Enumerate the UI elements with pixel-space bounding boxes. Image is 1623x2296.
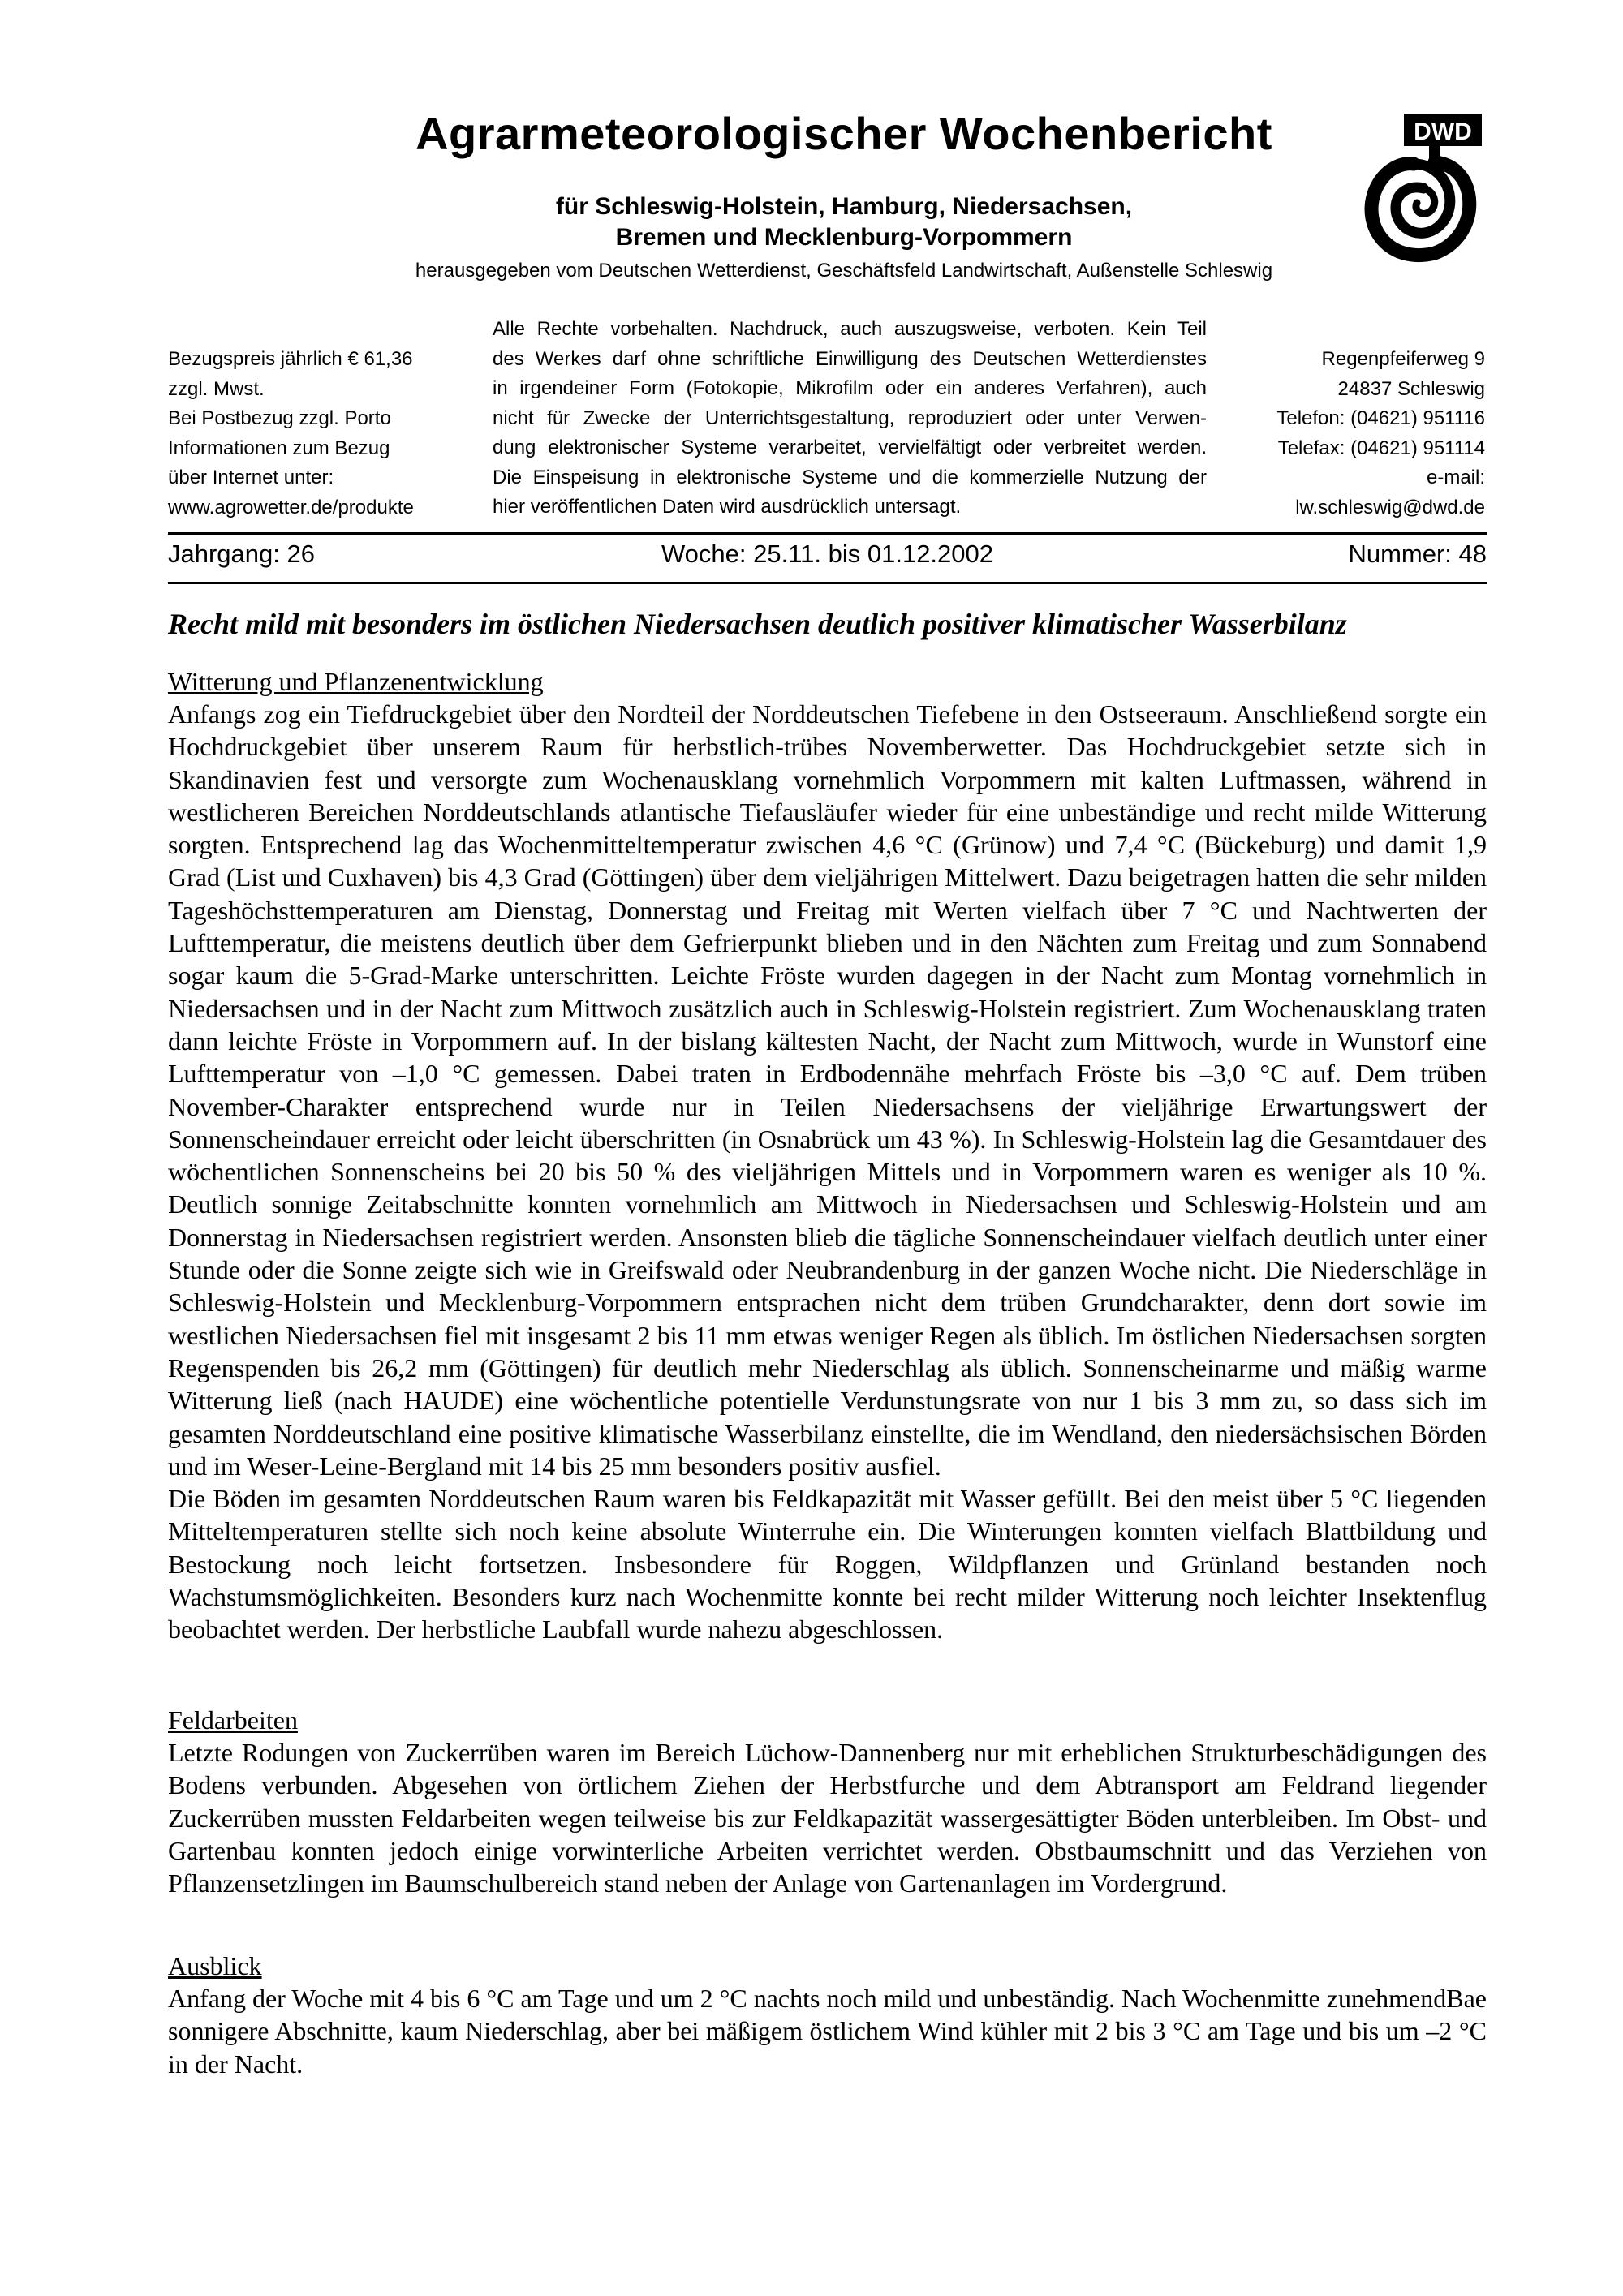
copyright-notice [493, 315, 1207, 522]
author-signature: Bae [1446, 1984, 1487, 2013]
issue-bar [168, 540, 1487, 577]
section-weather [168, 665, 1487, 1646]
copyright-line: Alle Rechte vorbehalten. Nachdruck, auch auszugsweise, verboten. Kein Teil [493, 318, 1207, 340]
email-link[interactable]: lw.schleswig@dwd.de [1295, 496, 1485, 518]
fax-number: Telefax: (04621) 951114 [1277, 436, 1485, 459]
contact-info [1209, 345, 1485, 522]
copyright-line: Die Einspeisung in elektronische Systeme und die kommerzielle Nutzung der [493, 466, 1207, 488]
weather-paragraph: Anfangs zog ein Tiefdruckgebiet über den Nordteil der Norddeutschen Tiefebene in den Ostseeraum. Anschließend sorgte ein Hochdruckgebiet über unserem Raum für herbstlich-trübes Novemberwetter. Das Hochdruckgebiet setzte sich in Skandinavien fest und versorgte zum Wochenausklang vornehmlich Vorpommern mit kalten Luftmassen, während in westlicheren Bereichen Norddeutschlands atlantische Tiefausläufer wieder für eine unbeständige und recht milde Witterung sorgten. Entsprechend lag das Wochenmitteltemperatur zwischen 4,6 °C (Grünow) und 7,4 °C (Bückeburg) und damit 1,9 Grad (List und Cuxhaven) bis 4,3 Grad (Göttingen) über dem vieljährigen Mittelwert. Dazu beigetragen hatten die sehr milden Tageshöchsttemperaturen am Dienstag, Donnerstag und Freitag mit Werten vielfach über 7 °C und Nachtwerten der Lufttemperatur, die meistens deutlich über dem Gefrierpunkt blieben und in den Nächten zum Freitag und zum Sonnabend sogar kaum die 5-Grad-Marke unterschritten. Leichte Fröste wurden dagegen in der Nacht zum Montag vornehmlich in Niedersachsen und in der Nacht zum Mittwoch zusätzlich auch in Schleswig-Holstein registriert. Zum Wochenausklang traten dann leichte Fröste in Vorpommern auf. In der bislang kältesten Nacht, der Nacht zum Mittwoch, wurde in Wunstorf eine Lufttemperatur von –1,0 °C gemessen. Dabei traten in Erdbodennähe mehrfach Fröste bis –3,0 °C auf. Dem trüben November-Charakter entsprechend wurde nur in Teilen Niedersachsens der vieljährige Erwartungswert der Sonnenscheindauer erreicht oder leicht überschritten (in Osnabrück um 43 %). In Schleswig-Holstein lag die Gesamtdauer des wöchentlichen Sonnenscheins bei 20 bis 50 % des vieljährigen Mittels und in Vorpommern waren es weniger als 10 %. Deutlich sonnige Zeitabschnitte konnten vornehmlich am Mittwoch in Niedersachsen und Schleswig-Holstein und am Donnerstag in Niedersachsen registriert werden. Ansonsten blieb die tägliche Sonnenscheindauer vielfach deutlich unter einer Stunde oder die Sonne zeigte sich wie in Greifswald oder Neubrandenburg in der ganzen Woche nicht. Die Niederschläge in Schleswig-Holstein und Mecklenburg-Vorpommern entsprachen nicht dem trüben Grundcharakter, denn dort sowie im westlichen Niedersachsen fiel mit insgesamt 2 bis 11 mm etwas weniger Regen als üblich. Im östlichen Niedersachsen sorgten Regenspenden bis 26,2 mm (Göttingen) für deutlich mehr Niederschlag als üblich. Sonnenscheinarme und mäßig warme Witterung ließ (nach HAUDE) eine wöchentliche potentielle Verdunstungsrate von nur 1 bis 3 mm zu, so dass sich im gesamten Norddeutschland eine positive klimatische Wasserbilanz einstellte, die im Wendland, den niedersächsischen Börden und im Weser-Leine-Bergland mit 14 bis 25 mm besonders positiv ausfiel. [168, 699, 1487, 1481]
section-heading: Feldarbeiten [168, 1705, 298, 1735]
issue-week: Woche: 25.11. bis 01.12.2002 [661, 540, 994, 568]
divider-top [168, 532, 1487, 535]
subscription-line: Bezugspreis jährlich € 61,36 [168, 348, 413, 370]
publisher-line: herausgegeben vom Deutschen Wetterdienst, Geschäftsfeld Landwirtschaft, Außenstelle Schleswig [415, 260, 1273, 282]
divider-bottom [168, 582, 1487, 584]
section-heading: Ausblick [168, 1951, 262, 1980]
fieldwork-paragraph: Letzte Rodungen von Zuckerrüben waren im Bereich Lüchow-Dannenberg nur mit erheblichen Strukturbeschädigungen des Bodens verbunden. Abgesehen von örtlichem Ziehen der Herbstfurche und dem Abtransport am Feldrand liegender Zuckerrüben mussten Feldarbeiten wegen teilweise bis zur Feldkapazität wassergesättigter Böden unterbleiben. Im Obst- und Gartenbau konnten jedoch einige vorwinterliche Arbeiten verrichtet werden. Obstbaumschnitt und das Verziehen von Pflanzensetzlingen im Baumschulbereich stand neben der Anlage von Gartenanlagen im Vordergrund. [168, 1738, 1487, 1898]
subtitle-line-1: für Schleswig-Holstein, Hamburg, Niedersachsen, [555, 193, 1133, 220]
copyright-line: des Werkes darf ohne schriftliche Einwilligung des Deutschen Wetterdienstes [493, 347, 1207, 370]
issue-number: Nummer: 48 [1348, 540, 1487, 568]
section-fieldwork [168, 1704, 1487, 1899]
section-outlook [168, 1950, 1487, 2080]
subscription-line: Informationen zum Bezug [168, 436, 390, 459]
phone-number: Telefon: (04621) 951116 [1276, 407, 1485, 429]
outlook-paragraph [168, 1982, 1487, 2080]
crop-paragraph: Die Böden im gesamten Norddeutschen Raum waren bis Feldkapazität mit Wasser gefüllt. Bei den meist über 5 °C liegenden Mitteltemperaturen stellte sich noch keine absolute Winterruhe ein. Die Winterungen konnten vielfach Blattbildung und Bestockung noch leicht fortsetzen. Insbesondere für Roggen, Wildpflanzen und Grünland bestanden noch Wachstumsmöglichkeiten. Besonders kurz nach Wochenmitte konnte bei recht milder Witterung noch leichter Insektenflug beobachtet werden. Der herbstliche Laubfall wurde nahezu abgeschlossen. [168, 1484, 1487, 1645]
section-heading: Witterung und Pflanzenentwicklung [168, 667, 544, 696]
report-headline: Recht mild mit besonders im östlichen Niedersachsen deutlich positiver klimatischer Wasserbilanz [168, 608, 1347, 640]
address-city: 24837 Schleswig [1337, 377, 1485, 400]
address-street: Regenpfeiferweg 9 [1321, 348, 1485, 370]
copyright-line: hier veröffentlichen Daten wird ausdrücklich untersagt. [493, 496, 962, 518]
email-label: e-mail: [1426, 467, 1485, 488]
logo-text: DWD [1414, 118, 1472, 145]
copyright-line: in irgendeiner Form (Fotokopie, Mikrofilm oder ein anderes Verfahren), auch [493, 377, 1207, 399]
subtitle-line-2: Bremen und Mecklenburg-Vorpommern [615, 224, 1073, 251]
issue-year: Jahrgang: 26 [168, 540, 315, 568]
subscription-link[interactable]: www.agrowetter.de/produkte [168, 496, 414, 518]
dwd-logo [1357, 114, 1483, 273]
report-title: Agrarmeteorologischer Wochenbericht [415, 108, 1272, 159]
subscription-info [168, 345, 460, 522]
subscription-line: zzgl. Mwst. [168, 377, 265, 400]
subscription-line: Bei Postbezug zzgl. Porto [168, 407, 391, 429]
subscription-line: über Internet unter: [168, 467, 334, 488]
outlook-text: Anfang der Woche mit 4 bis 6 °C am Tage und um 2 °C nachts noch mild und unbeständig. Nach Wochenmitte zunehmend sonnigere Abschnitte, kaum Niederschlag, aber bei mäßigem östlichem Wind kühler mit 2 bis 3 °C am Tage und bis um –2 °C in der Nacht. [168, 1984, 1487, 2079]
copyright-line: nicht für Zwecke der Unterrichtsgestaltung, reproduziert oder unter Verwen- [493, 406, 1207, 429]
copyright-line: dung elektronischer Systeme verarbeitet, vervielfältigt oder verbreitet werden. [493, 436, 1207, 458]
spiral-icon [1371, 146, 1470, 256]
report-subtitle [381, 191, 1307, 253]
